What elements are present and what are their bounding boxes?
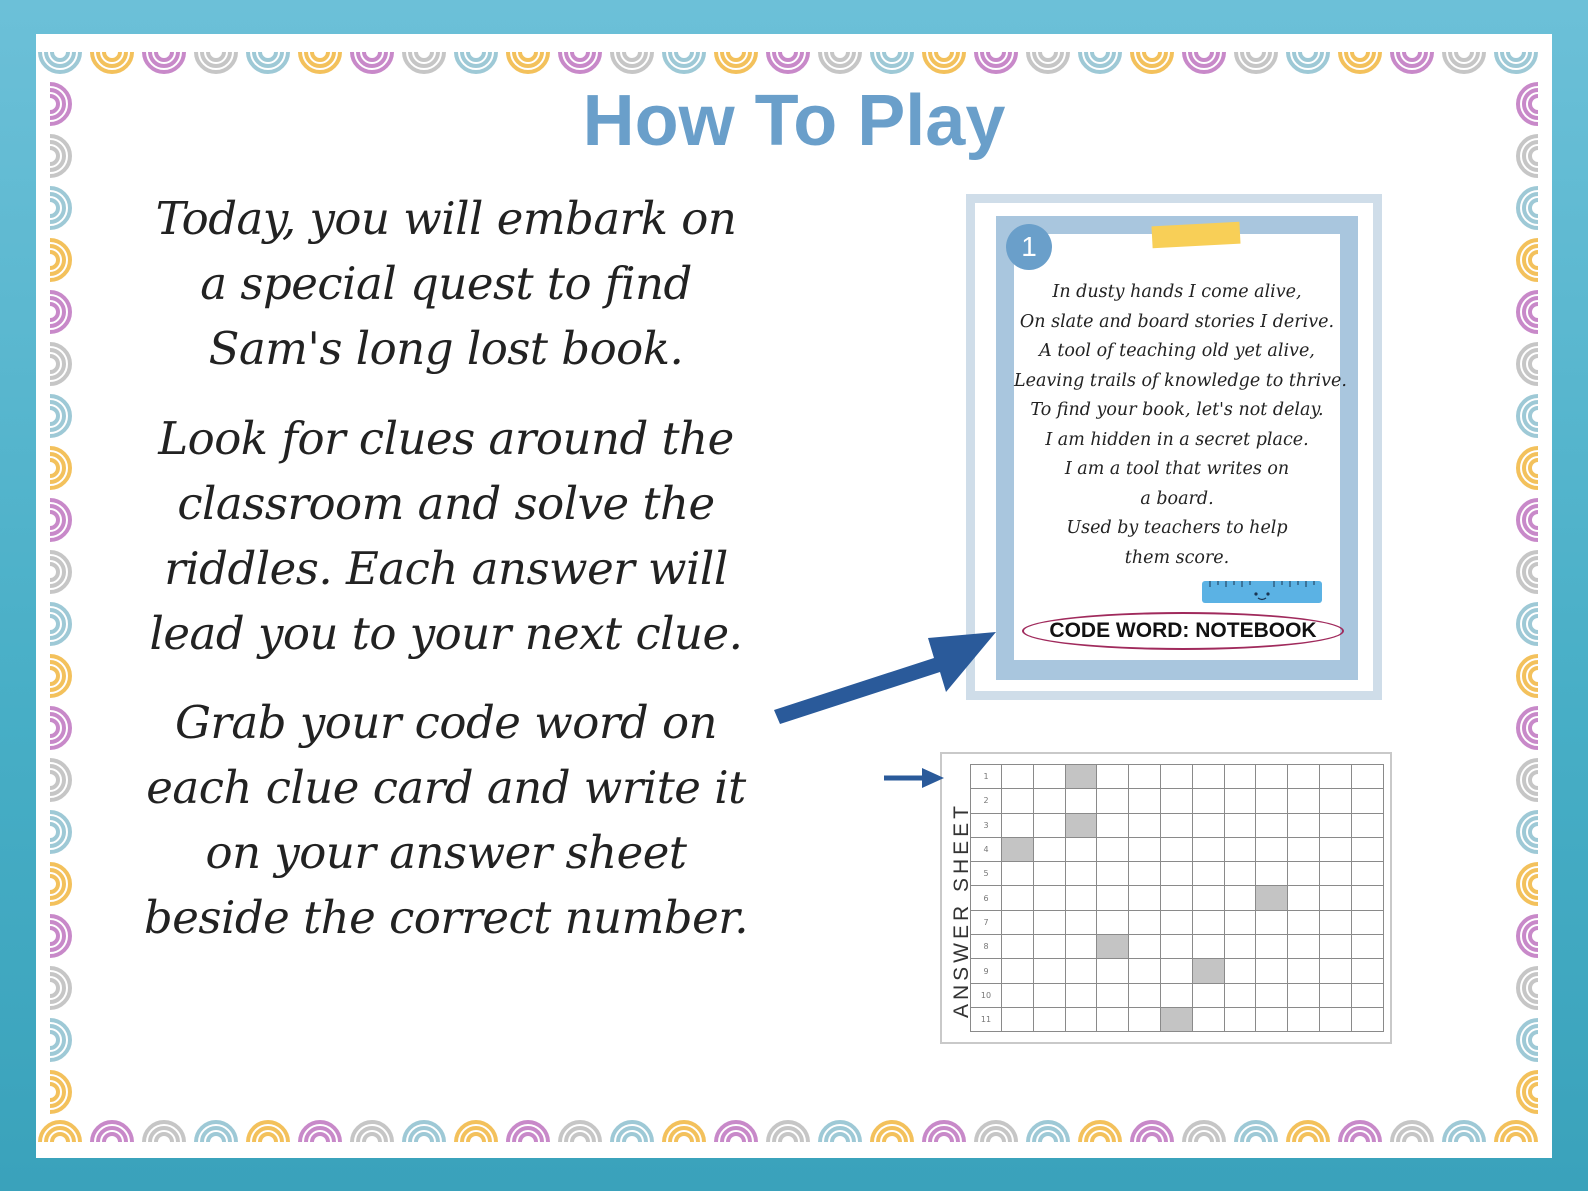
- row-number: 4: [971, 837, 1002, 861]
- riddle-line: On slate and board stories I derive.: [1019, 311, 1335, 332]
- intro-paragraph: Today, you will embark on a special quest to find Sam's long lost book.: [155, 192, 737, 375]
- answer-sheet-label: ANSWER SHEET: [950, 801, 973, 1019]
- row-number: 5: [971, 862, 1002, 886]
- riddle-line: Used by teachers to help: [1066, 518, 1288, 538]
- riddle-line: a board.: [1140, 488, 1214, 509]
- code-word-paragraph: Grab your code word on each clue card and write it on your answer sheet beside the correct number.: [143, 696, 749, 944]
- riddle-line: them score.: [1124, 547, 1230, 568]
- row-number: 6: [971, 886, 1002, 910]
- riddle-line: In dusty hands I come alive,: [1052, 282, 1302, 302]
- clue-number-badge: 1: [1006, 224, 1052, 270]
- riddle-line: A tool of teaching old yet alive,: [1039, 341, 1315, 361]
- row-number: 10: [971, 983, 1002, 1007]
- row-number: 9: [971, 959, 1002, 983]
- riddle-line: I am hidden in a secret place.: [1045, 429, 1309, 450]
- row-number: 2: [971, 789, 1002, 813]
- page-frame: [36, 34, 1552, 1158]
- clues-paragraph: Look for clues around the classroom and solve the riddles. Each answer will lead you to your next clue.: [149, 412, 743, 660]
- riddle-line: To find your book, let's not delay.: [1030, 400, 1324, 420]
- row-number: 1: [971, 765, 1002, 789]
- row-number: 11: [971, 1007, 1002, 1031]
- row-number: 7: [971, 910, 1002, 934]
- small-arrow-icon: [884, 768, 944, 788]
- riddle-line: Leaving trails of knowledge to thrive.: [1014, 370, 1347, 391]
- large-arrow-icon: [774, 632, 996, 724]
- riddle-line: I am a tool that writes on: [1064, 459, 1290, 479]
- code-word-label: CODE WORD: NOTEBOOK: [1022, 612, 1344, 650]
- row-number: 3: [971, 813, 1002, 837]
- row-number: 8: [971, 935, 1002, 959]
- arrow-icon: [36, 34, 1552, 1158]
- page-title: How To Play: [582, 81, 1006, 161]
